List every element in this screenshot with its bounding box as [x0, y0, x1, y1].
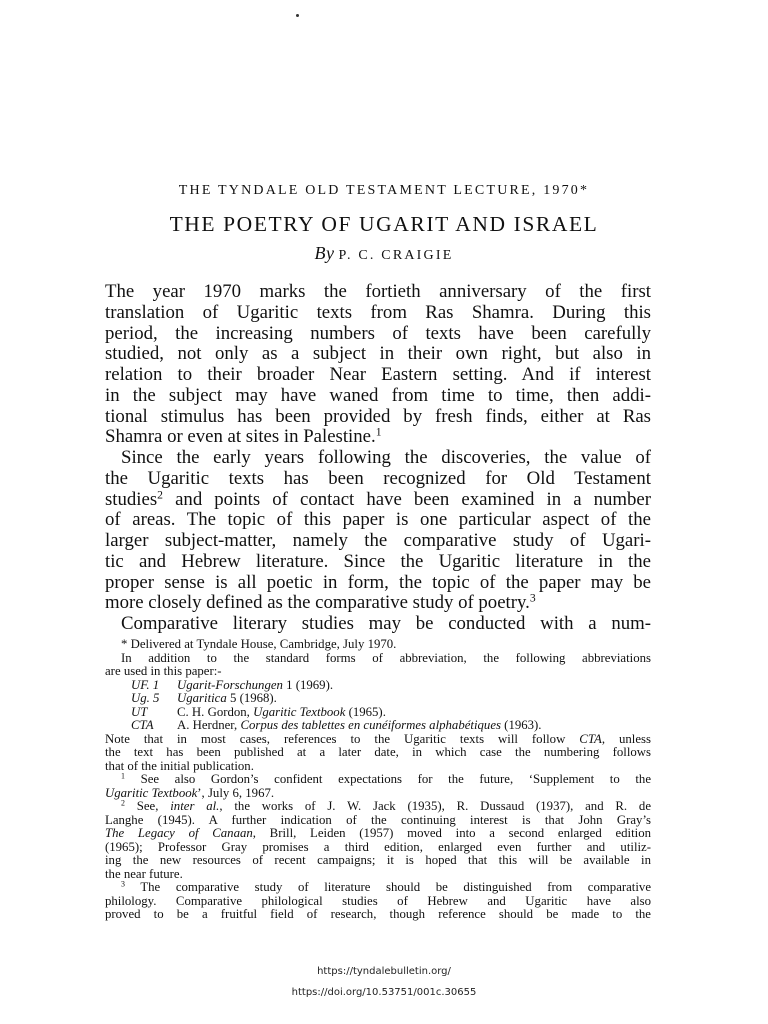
- abbreviation-detail: (1965).: [345, 704, 386, 719]
- abbreviation-author: A. Herdner,: [177, 718, 241, 732]
- note-line: the text has been published at a later date, in which case the numbering follows: [105, 745, 651, 759]
- note-text: , the works of J. W. Jack (1935), R. Dussaud (1937), and R. de: [219, 799, 652, 813]
- body-line: tional stimulus has been provided by fresh finds, either at Ras: [105, 405, 651, 427]
- abbreviation-author: C. H. Gordon,: [177, 704, 254, 719]
- note-text: See,: [124, 799, 171, 813]
- abbreviation-title: Ugaritica: [177, 691, 227, 705]
- abbreviation-title: Ugarit-Forschungen: [177, 677, 283, 692]
- note-line: are used in this paper:-: [105, 664, 222, 678]
- byline: [0, 243, 768, 264]
- note-line: In addition to the standard forms of abbreviation, the following abbreviations: [121, 650, 651, 665]
- abbreviation-key: UT: [131, 704, 148, 719]
- abbreviation-row: [105, 706, 651, 720]
- footnotes: [105, 638, 651, 922]
- body-line: larger subject-matter, namely the comparative study of Ugari-: [105, 530, 651, 551]
- body-line: in the subject may have waned from time to time, then addi-: [105, 384, 651, 406]
- body-line: proper sense is all poetic in form, the topic of the paper may be: [105, 571, 651, 593]
- body-line-text: and points of contact have been examined in a number: [163, 488, 651, 510]
- body-line: [105, 427, 651, 448]
- abbreviation-title: Ugaritic Textbook: [253, 704, 346, 719]
- body-line-text: studies: [105, 488, 158, 510]
- abbreviation-key: UF. 1: [131, 677, 160, 692]
- note-text: , unless: [601, 731, 651, 746]
- scan-speck: [296, 14, 299, 17]
- note-text: ’, July 6, 1967.: [197, 785, 275, 800]
- note-text: Ugaritic Textbook: [105, 785, 198, 800]
- abbreviation-title: Corpus des tablettes en cunéiformes alphabétiques: [240, 718, 501, 732]
- note-text: The Legacy of Canaan: [105, 826, 253, 840]
- footnote-number: 1: [121, 771, 125, 781]
- body-line-text: more closely defined as the comparative study of poetry.: [105, 592, 530, 614]
- abbreviation-key: Ug. 5: [131, 691, 160, 705]
- body-line: [105, 490, 651, 511]
- note-line: [105, 827, 651, 841]
- note-text: , Brill, Leiden (1957) moved into a second enlarged edition: [252, 826, 651, 840]
- body-line: studied, not only as a subject in their own right, but also in: [105, 343, 651, 365]
- body-line: The year 1970 marks the fortieth anniversary of the first: [105, 281, 651, 302]
- footnote-1: [105, 773, 651, 787]
- abbreviation-detail: 1 (1969).: [282, 677, 334, 692]
- body-line: Comparative literary studies may be conducted with a num-: [121, 613, 651, 634]
- note-text: Note that in most cases, references to the Ugaritic texts will follow: [105, 731, 580, 746]
- note-line: proved to be a fruitful field of research, though reference should be made to the: [105, 907, 651, 921]
- note-text: CTA: [579, 731, 602, 746]
- note-line: (1965); Professor Gray promises a third edition, enlarged even further and utiliz-: [105, 839, 651, 854]
- footnote-number: 2: [121, 798, 125, 808]
- abbreviation-detail: (1963).: [500, 718, 542, 732]
- article-title: THE POETRY OF UGARIT AND ISRAEL: [169, 212, 599, 236]
- note-line: Langhe (1945). A further indication of the continuing interest is that John Gray’s: [105, 812, 651, 827]
- footnote-3: [105, 881, 651, 895]
- note-line: [105, 787, 651, 801]
- body-line-text: Shamra or even at sites in Palestine.: [105, 426, 376, 448]
- note-text: The comparative study of literature should be distinguished from comparative: [124, 880, 651, 894]
- body-text: [105, 282, 651, 635]
- footnote-number: 3: [121, 879, 125, 889]
- author-name: P. C. CRAIGIE: [338, 248, 454, 263]
- abbreviation-detail: 5 (1968).: [226, 691, 277, 705]
- note-line: ing the new resources of recent campaigns; it is hoped that this will be available in: [105, 853, 651, 867]
- byline-by: By: [314, 243, 335, 263]
- abbreviation-row: [105, 679, 651, 693]
- body-line: of areas. The topic of this paper is one particular aspect of the: [105, 509, 651, 531]
- footnote-ref: 2: [157, 488, 163, 502]
- note-line: the near future.: [105, 866, 183, 881]
- body-line: tic and Hebrew literature. Since the Ugaritic literature in the: [105, 550, 651, 572]
- abbreviation-row: [105, 719, 651, 733]
- body-line: Since the early years following the discoveries, the value of: [121, 447, 651, 468]
- note-line: philology. Comparative philological studies of Hebrew and Ugaritic have also: [105, 893, 651, 908]
- footnote-2: [105, 800, 651, 814]
- footer-link-tyndale[interactable]: https://tyndalebulletin.org/: [317, 966, 451, 977]
- body-line: period, the increasing numbers of texts have been carefully: [105, 322, 651, 344]
- abbreviation-row: [105, 692, 651, 706]
- body-line: translation of Ugaritic texts from Ras Shamra. During this: [105, 301, 651, 323]
- note-line: [105, 733, 651, 747]
- body-line: [105, 593, 651, 614]
- note-text: See also Gordon’s confident expectations for the future, ‘Supplement to the: [124, 772, 651, 786]
- footer-link-doi[interactable]: https://doi.org/10.53751/001c.30655: [291, 987, 477, 998]
- abbreviation-key: CTA: [131, 718, 154, 732]
- footnote-ref: 3: [529, 591, 536, 605]
- note-line: * Delivered at Tyndale House, Cambridge, July 1970.: [121, 637, 397, 651]
- body-line: the Ugaritic texts has been recognized for Old Testament: [105, 467, 651, 489]
- note-line: that of the initial publication.: [105, 758, 254, 773]
- footnote-ref: 1: [375, 425, 382, 439]
- lecture-title: THE TYNDALE OLD TESTAMENT LECTURE, 1970*: [178, 183, 590, 198]
- body-line: relation to their broader Near Eastern setting. And if interest: [105, 364, 651, 385]
- note-text: inter al.: [170, 799, 220, 813]
